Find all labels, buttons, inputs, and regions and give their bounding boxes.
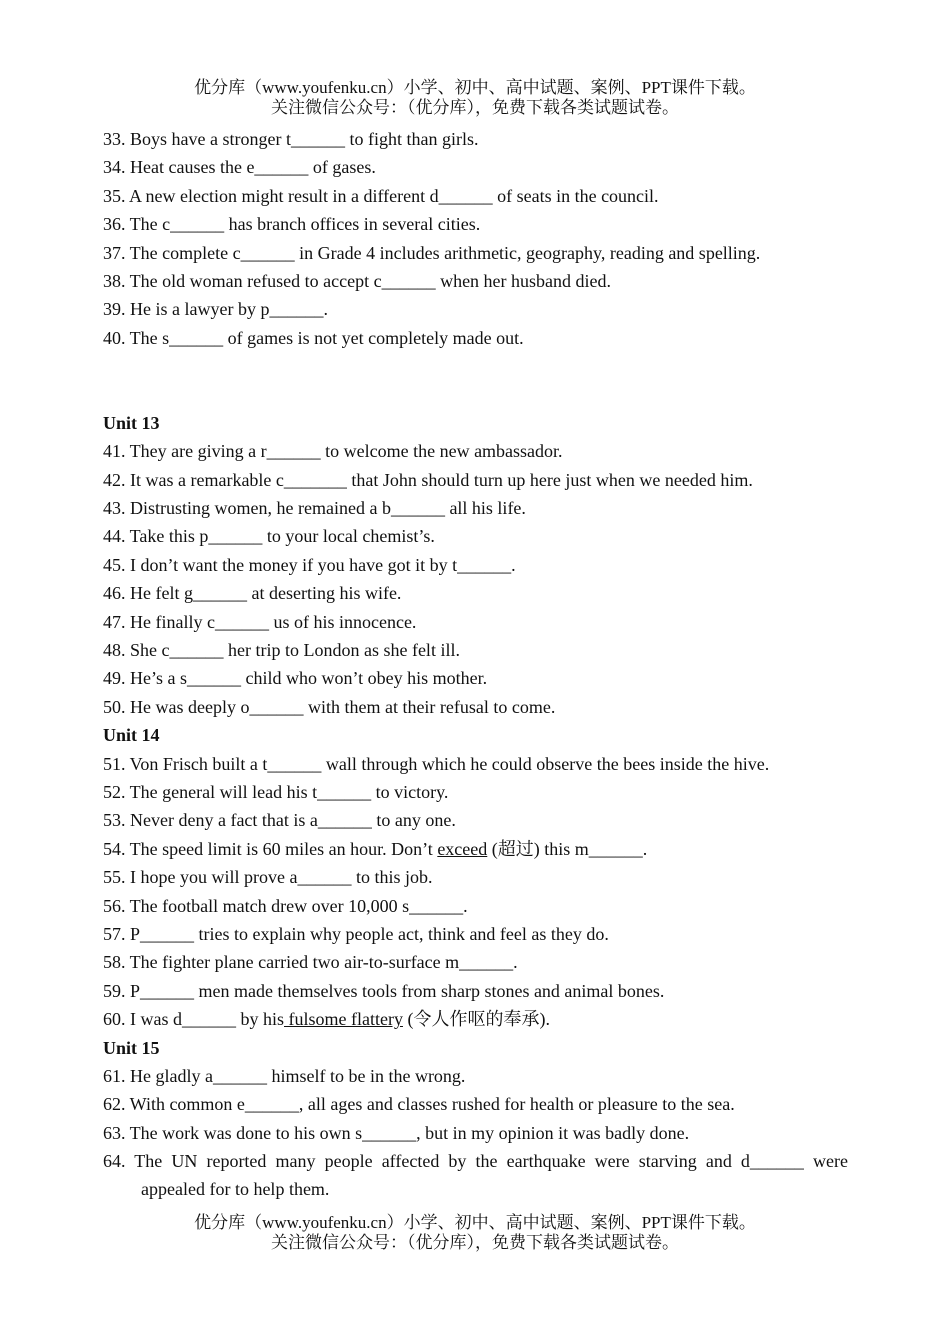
question-46: 46. He felt g______ at deserting his wife. — [103, 583, 402, 604]
question-57: 57. P______ tries to explain why people act, think and feel as they do. — [103, 923, 609, 944]
question-44: 44. Take this p______ to your local chemist’s. — [103, 526, 435, 547]
question-36: 36. The c______ has branch offices in several cities. — [103, 214, 481, 235]
page-header — [0, 78, 950, 118]
question-54-text-before: 54. The speed limit is 60 miles an hour. Don’t — [103, 838, 438, 859]
footer-line-1: 优分库（www.youfenku.cn）小学、初中、高中试题、案例、PPT课件下载。 — [194, 1213, 756, 1232]
question-54 — [103, 835, 848, 863]
question-60 — [103, 1005, 848, 1033]
unit-14-heading: Unit 14 — [103, 725, 160, 746]
question-43: 43. Distrusting women, he remained a b______ all his life. — [103, 498, 526, 519]
question-63: 63. The work was done to his own s______, but in my opinion it was badly done. — [103, 1122, 690, 1143]
question-59: 59. P______ men made themselves tools from sharp stones and animal bones. — [103, 980, 665, 1001]
question-64-line-2: appealed for to help them. — [141, 1179, 330, 1200]
header-line-2: 关注微信公众号：（优分库），免费下载各类试题试卷。 — [271, 98, 679, 117]
question-39: 39. He is a lawyer by p______. — [103, 299, 328, 320]
underlined-phrase-fulsome-flattery: fulsome flattery — [284, 1009, 403, 1030]
page-footer — [0, 1213, 950, 1253]
question-49: 49. He’s a s______ child who won’t obey his mother. — [103, 668, 488, 689]
question-41: 41. They are giving a r______ to welcome the new ambassador. — [103, 441, 563, 462]
question-50: 50. He was deeply o______ with them at their refusal to come. — [103, 696, 556, 717]
question-55: 55. I hope you will prove a______ to this job. — [103, 867, 433, 888]
question-37: 37. The complete c______ in Grade 4 includes arithmetic, geography, reading and spelling. — [103, 242, 761, 263]
question-51: 51. Von Frisch built a t______ wall through which he could observe the bees inside the hive. — [103, 753, 770, 774]
question-62: 62. With common e______, all ages and classes rushed for health or pleasure to the sea. — [103, 1094, 735, 1115]
unit-13-heading: Unit 13 — [103, 412, 160, 433]
question-42: 42. It was a remarkable c_______ that John should turn up here just when we needed him. — [103, 469, 753, 490]
worksheet-body — [103, 125, 848, 1204]
question-56: 56. The football match drew over 10,000 s______. — [103, 895, 468, 916]
question-40: 40. The s______ of games is not yet completely made out. — [103, 327, 524, 348]
question-58: 58. The fighter plane carried two air-to-surface m______. — [103, 952, 518, 973]
question-64 — [103, 1147, 848, 1204]
question-53: 53. Never deny a fact that is a______ to any one. — [103, 810, 456, 831]
question-47: 47. He finally c______ us of his innocence. — [103, 611, 417, 632]
header-line-1: 优分库（www.youfenku.cn）小学、初中、高中试题、案例、PPT课件下载。 — [194, 78, 756, 97]
question-48: 48. She c______ her trip to London as she felt ill. — [103, 640, 460, 661]
underlined-word-exceed: exceed — [437, 838, 488, 859]
question-38: 38. The old woman refused to accept c______ when her husband died. — [103, 270, 612, 291]
question-60-text-after: (令人作呕的奉承). — [402, 1009, 550, 1030]
section-gap — [103, 352, 848, 409]
question-34: 34. Heat causes the e______ of gases. — [103, 157, 376, 178]
question-52: 52. The general will lead his t______ to victory. — [103, 782, 449, 802]
question-60-text-before: 60. I was d______ by his — [103, 1009, 284, 1030]
question-45: 45. I don’t want the money if you have got it by t______. — [103, 554, 516, 575]
question-61: 61. He gladly a______ himself to be in the wrong. — [103, 1065, 466, 1086]
unit-15-heading: Unit 15 — [103, 1037, 160, 1058]
footer-line-2: 关注微信公众号：（优分库），免费下载各类试题试卷。 — [271, 1233, 679, 1252]
question-64-line-1: 64. The UN reported many people affected by the earthquake were starving and d______ were — [103, 1151, 848, 1172]
question-33: 33. Boys have a stronger t______ to fight than girls. — [103, 129, 479, 149]
question-54-text-after: (超过) this m______. — [487, 838, 648, 859]
question-35: 35. A new election might result in a different d______ of seats in the council. — [103, 185, 659, 206]
